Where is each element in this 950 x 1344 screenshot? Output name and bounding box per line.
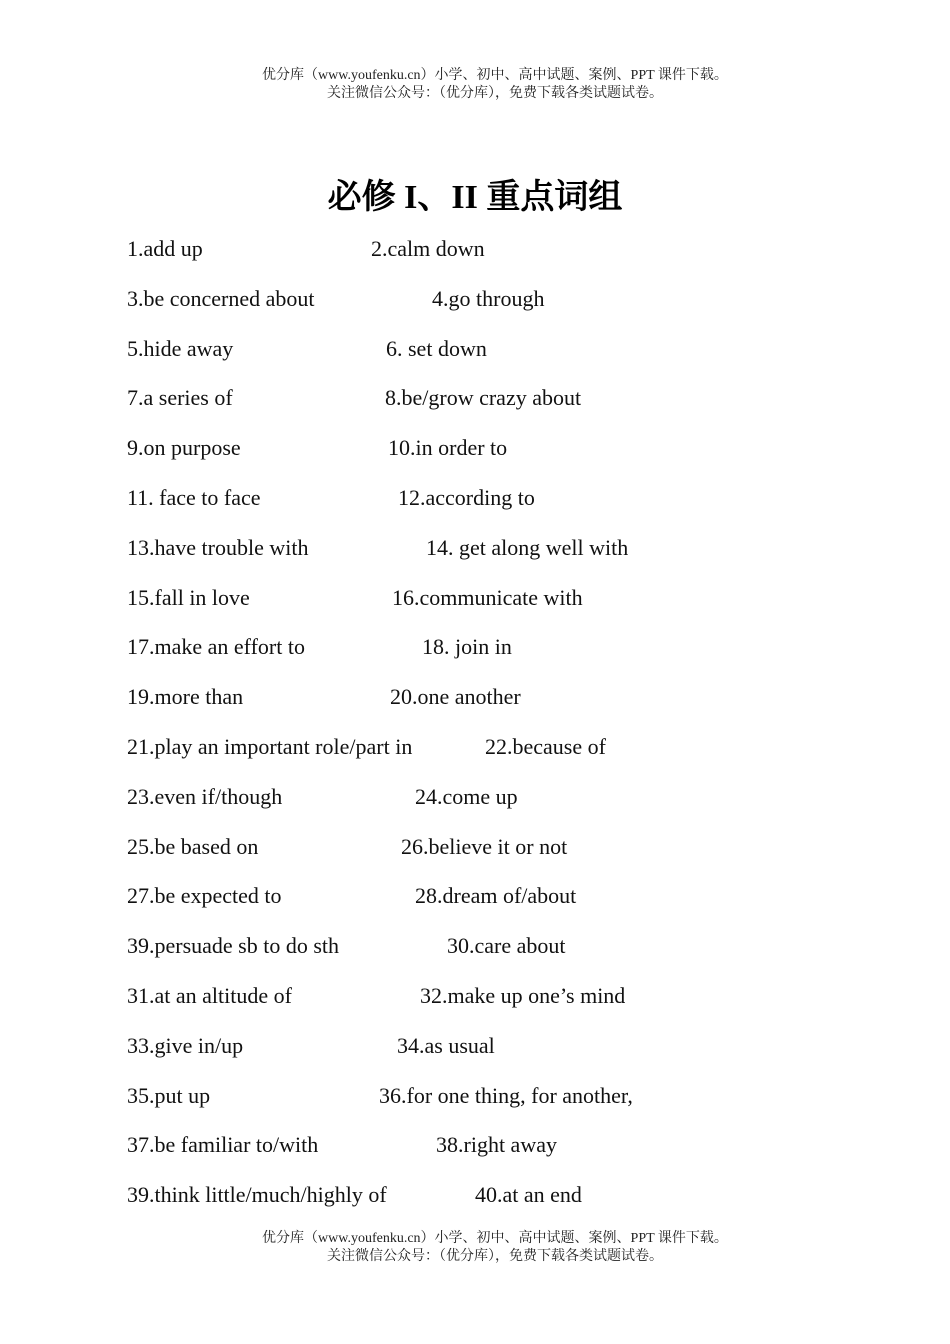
phrase-row <box>127 234 907 264</box>
phrase-item: 8.be/grow crazy about <box>385 385 582 411</box>
phrase-item: 9.on purpose <box>127 435 241 461</box>
phrase-item: 30.care about <box>447 933 566 959</box>
phrase-item: 5.hide away <box>127 335 234 361</box>
phrase-item: 25.be based on <box>127 833 259 859</box>
phrase-row <box>127 732 907 762</box>
phrase-row <box>127 682 907 712</box>
page-header <box>0 67 950 103</box>
phrase-row <box>127 782 907 812</box>
phrase-item: 11. face to face <box>127 485 261 510</box>
phrase-item: 7.a series of <box>127 385 233 411</box>
phrase-item: 32.make up one’s mind <box>420 983 626 1008</box>
phrase-item: 26.believe it or not <box>401 833 568 859</box>
phrase-item: 36.for one thing, for another, <box>379 1082 633 1108</box>
phrase-row <box>127 483 907 513</box>
footer-line-2: 关注微信公众号：（优分库），免费下载各类试题试卷。 <box>327 1249 663 1264</box>
footer-line-1: 优分库（www.youfenku.cn）小学、初中、高中试题、案例、PPT 课件下载。 <box>262 1231 728 1246</box>
phrase-item: 6. set down <box>386 335 487 361</box>
phrase-item: 24.come up <box>415 783 518 809</box>
phrase-row <box>127 433 907 463</box>
phrase-row <box>127 931 907 961</box>
phrase-item: 34.as usual <box>397 1032 495 1058</box>
phrase-item: 1.add up <box>127 236 203 261</box>
phrase-item: 23.even if/though <box>127 783 283 809</box>
phrase-item: 31.at an altitude of <box>127 983 292 1008</box>
phrase-item: 40.at an end <box>475 1182 582 1208</box>
phrase-row <box>127 881 907 911</box>
page-footer <box>0 1230 950 1266</box>
page-title: 必修 I、II 重点词组 <box>327 179 623 216</box>
header-line-1: 优分库（www.youfenku.cn）小学、初中、高中试题、案例、PPT 课件下载。 <box>262 68 728 83</box>
phrase-item: 17.make an effort to <box>127 634 305 660</box>
phrase-row <box>127 284 907 314</box>
phrase-row <box>127 334 907 364</box>
phrase-item: 35.put up <box>127 1082 211 1108</box>
phrase-item: 39.think little/much/highly of <box>127 1182 387 1208</box>
phrase-row <box>127 832 907 862</box>
phrase-item: 37.be familiar to/with <box>127 1132 319 1158</box>
phrase-row <box>127 632 907 662</box>
phrase-item: 21.play an important role/part in <box>127 734 413 759</box>
phrase-item: 38.right away <box>436 1132 557 1158</box>
phrase-item: 28.dream of/about <box>415 883 577 909</box>
phrase-item: 27.be expected to <box>127 883 282 909</box>
phrase-item: 22.because of <box>485 734 606 759</box>
phrase-item: 15.fall in love <box>127 584 250 610</box>
phrase-item: 13.have trouble with <box>127 534 309 560</box>
phrase-item: 18. join in <box>422 634 512 660</box>
phrase-row <box>127 1031 907 1061</box>
phrase-row <box>127 583 907 613</box>
phrase-item: 2.calm down <box>371 236 485 261</box>
header-line-2: 关注微信公众号：（优分库），免费下载各类试题试卷。 <box>327 86 663 101</box>
phrase-row <box>127 533 907 563</box>
phrase-item: 39.persuade sb to do sth <box>127 933 340 959</box>
phrase-row <box>127 1180 907 1210</box>
phrase-row <box>127 383 907 413</box>
phrase-row <box>127 981 907 1011</box>
phrase-item: 12.according to <box>398 485 535 510</box>
phrase-item: 19.more than <box>127 684 244 710</box>
phrase-item: 16.communicate with <box>392 584 583 610</box>
phrase-item: 10.in order to <box>388 435 508 461</box>
phrase-item: 20.one another <box>390 684 521 710</box>
phrase-item: 4.go through <box>432 285 545 311</box>
phrase-row <box>127 1081 907 1111</box>
phrase-item: 14. get along well with <box>426 534 629 560</box>
phrase-row <box>127 1130 907 1160</box>
phrase-item: 3.be concerned about <box>127 285 315 311</box>
phrase-item: 33.give in/up <box>127 1032 244 1058</box>
